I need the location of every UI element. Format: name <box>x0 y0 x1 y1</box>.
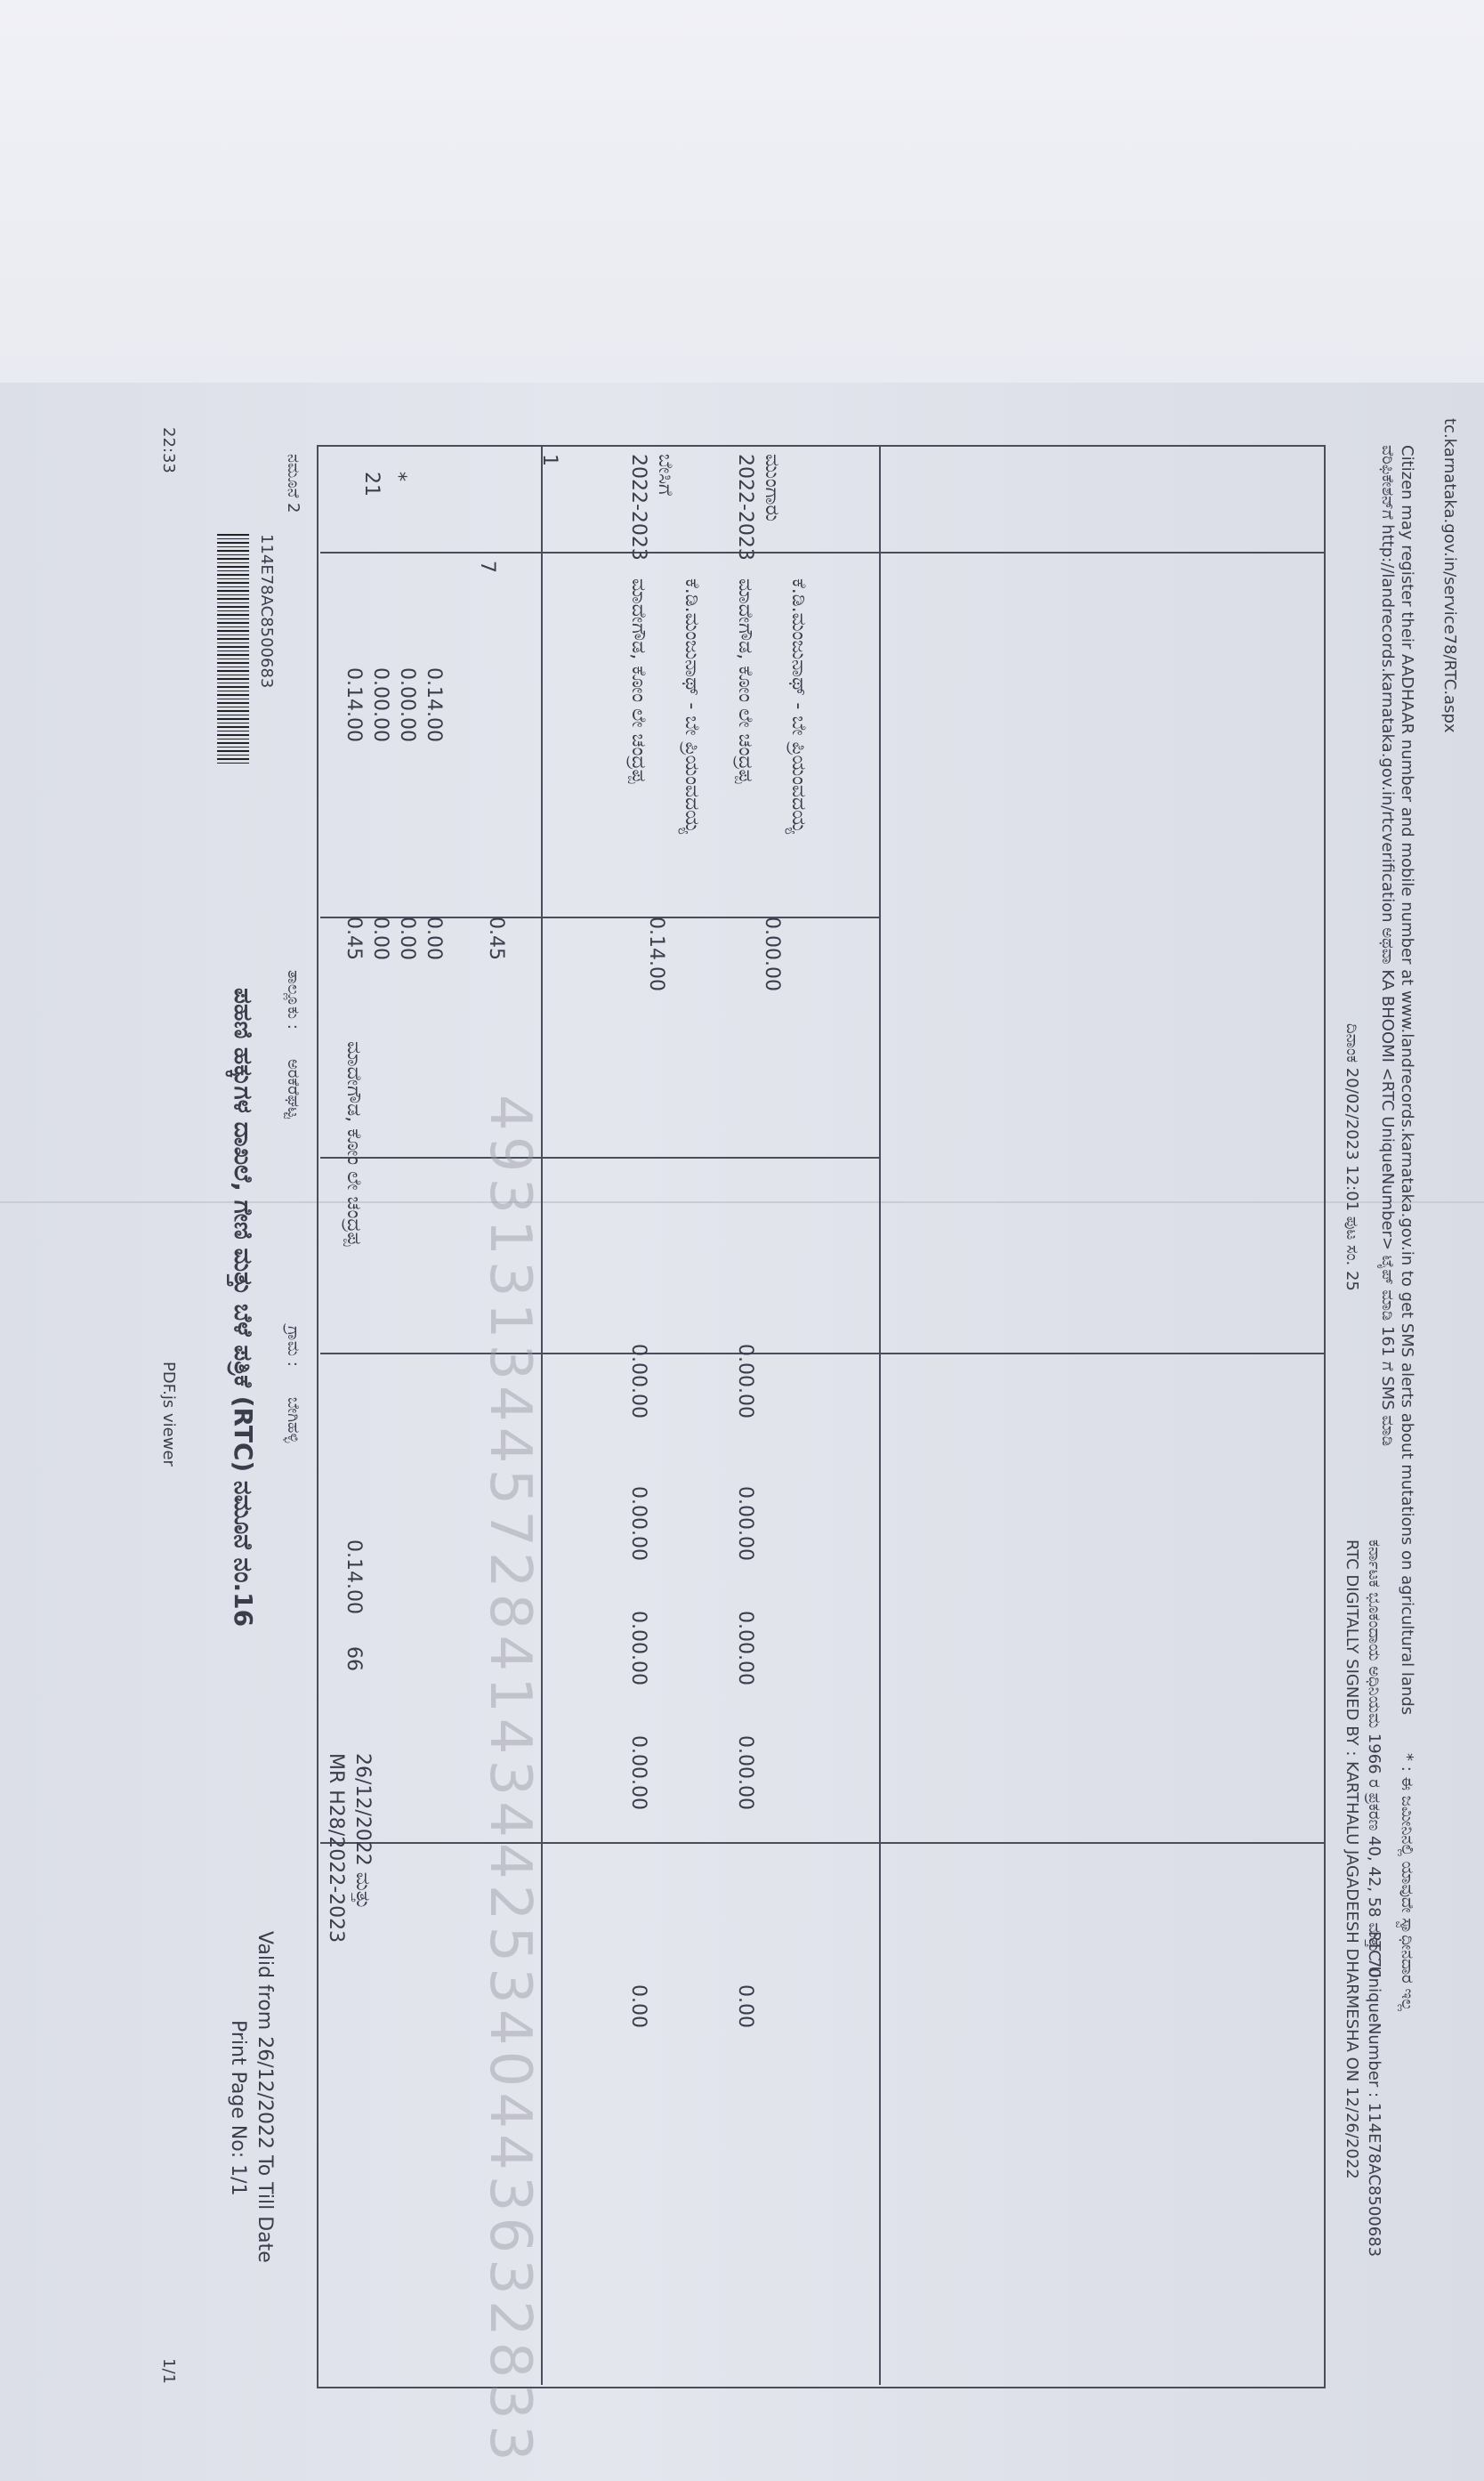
crop-area: 0.14.00 <box>645 917 667 991</box>
assessment: 0.45 <box>343 917 365 960</box>
crop-v1: 0.00.00 <box>627 1344 649 1418</box>
crop-area: 0.00.00 <box>761 917 783 991</box>
status-time: 22:33 <box>159 427 178 473</box>
table-col-3 <box>320 1157 881 1159</box>
date-line: ದಿನಾಂಕ 20/02/2023 12:01 ಪುಟ ಸಂ. 25 <box>1343 1023 1361 1291</box>
form-no: ನಮೂನೆ 2 <box>284 454 302 513</box>
survey-no: 21 <box>360 472 383 497</box>
owner-area: 0.14.00 <box>343 1540 365 1614</box>
land-total: 0.45 <box>485 917 507 960</box>
tax-2: 0.00 <box>396 917 418 960</box>
crop-v3: 0.00.00 <box>734 1611 756 1685</box>
crop-detail: ಕೆ.ಡಿ.ಮಂಜುನಾಥ್ - ಬೇ ಪ್ರಿಯಂವದಯ್ಯ <box>787 578 810 834</box>
crop-v2: 0.00.00 <box>734 1486 756 1561</box>
crop-season: ಬೇಸಿಗೆ <box>654 454 676 496</box>
crop-name: ಮಾದೇಗೌಡ, ಕೋಂ ಲೇ ಚಂದ್ರಪ್ಪ <box>734 578 756 784</box>
crop-v4: 0.00.00 <box>627 1735 649 1810</box>
hissa: * <box>387 472 409 481</box>
viewer-title: PDF.js viewer <box>159 1362 178 1467</box>
rtc-table <box>317 445 1326 2388</box>
crop-season: ಮುಂಗಾರು <box>761 454 783 521</box>
watermark: 493131344572841434425340443632833 <box>477 1095 543 2467</box>
col-2-value: 7 <box>476 561 498 573</box>
verify-line: ವೆರಿಫಿಕೇಶನ್‌ಗೆ http://landrecords.karnataka.gov.in/rtcverification ಅಥವಾ KA BHOOMI <RTC UniqueNumber> ಟೈಪ್ ಮಾಡಿ 161 ಗೆ SMS ಮಾಡಿ <box>1378 445 1397 1447</box>
table-col-5 <box>320 1842 1326 1844</box>
footer-url: tc.karnataka.gov.in/service78/RTC.aspx <box>1440 418 1459 733</box>
table-col-1 <box>320 552 1326 554</box>
crop-year: 2022-2023 <box>627 454 649 561</box>
total-area: 0.14.00 <box>343 667 365 742</box>
net-area: 0.14.00 <box>423 667 445 742</box>
doc-title: ಪಹಣಿ ಹಕ್ಕುಗಳ ದಾಖಲೆ, ಗೇಣಿ ಮತ್ತು ಬೆಳೆ ಪತ್ರಿಕೆ (RTC) ನಮೂನೆ ನಂ.16 <box>229 988 258 1628</box>
mutation-date: 26/12/2022 ಮತ್ತು <box>351 1753 374 1910</box>
tax-3: 0.00 <box>423 917 445 960</box>
mutation-ref: MR H28/2022-2023 <box>325 1753 347 1944</box>
crop-v1: 0.00.00 <box>734 1344 756 1418</box>
crop-detail: ಕೆ.ಡಿ.ಮಂಜುನಾಥ್ - ಬೇ ಪ್ರಿಯಂವದಯ್ಯ <box>681 578 703 834</box>
signed-by: RTC DIGITALLY SIGNED BY : KARTHALU JAGADEESH DHARMESHA ON 12/26/2022 <box>1343 1540 1361 2179</box>
kannada-note: ಕರ್ನಾಟಕ ಭೂಕಂದಾಯ ಅಧಿನಿಯಮ 1966 ರ ಪ್ರಕರಣ 40, 42, 58 ಮತ್ತು 70 <box>1365 1540 1383 1978</box>
barcode <box>217 534 249 765</box>
crop-v5: 0.00 <box>734 1984 756 2028</box>
row-one: 1 <box>538 454 561 466</box>
table-divider-2 <box>879 445 881 2385</box>
kharab-a: 0.00.00 <box>369 667 391 742</box>
taluk-label: ತಾಲ್ಲೂಕು : <box>284 970 302 1030</box>
footnote: * : ಈ ಜಮೀನಿನಲ್ಲಿ ಯಾವುದೇ ಸ್ವಾಧೀನದಾರ ಇಲ್ಲ <box>1398 1753 1416 2011</box>
barcode-text: 114E78AC8500683 <box>257 534 276 689</box>
owner-line: ಮಾದೇಗೌಡ, ಕೋಂ ಲೇ ಚಂದ್ರಪ್ಪ <box>343 1041 365 1247</box>
crop-v3: 0.00.00 <box>627 1611 649 1685</box>
valid-from: Valid from 26/12/2022 To Till Date <box>254 1931 276 2263</box>
table-col-4 <box>320 1353 1326 1354</box>
print-page: Print Page No: 1/1 <box>227 2020 249 2196</box>
page-counter: 1/1 <box>159 2358 178 2384</box>
mutation-no: 66 <box>343 1646 365 1671</box>
citizen-line: Citizen may register their AADHAAR number and mobile number at www.landrecords.karnataka.gov.in to get SMS alerts about mutations on agricultural lands <box>1398 445 1416 1716</box>
crop-name: ಮಾದೇಗೌಡ, ಕೋಂ ಲೇ ಚಂದ್ರಪ್ಪ <box>627 578 649 784</box>
rtc-document <box>80 418 1459 2467</box>
crop-year: 2022-2023 <box>734 454 756 561</box>
village-label: ಗ್ರಾಮ : <box>284 1326 302 1367</box>
crop-v5: 0.00 <box>627 1984 649 2028</box>
kharab-b: 0.00.00 <box>396 667 418 742</box>
taluk-value: ಅರಕೆರೆಘಟ್ಟ <box>284 1059 302 1119</box>
tax-1: 0.00 <box>369 917 391 960</box>
crop-v4: 0.00.00 <box>734 1735 756 1810</box>
unique-no: RTC UniqueNumber : 114E78AC8500683 <box>1365 1931 1383 2258</box>
village-value: ಬೇಗಿಹಳ್ಳಿ <box>284 1397 302 1443</box>
crop-v2: 0.00.00 <box>627 1486 649 1561</box>
